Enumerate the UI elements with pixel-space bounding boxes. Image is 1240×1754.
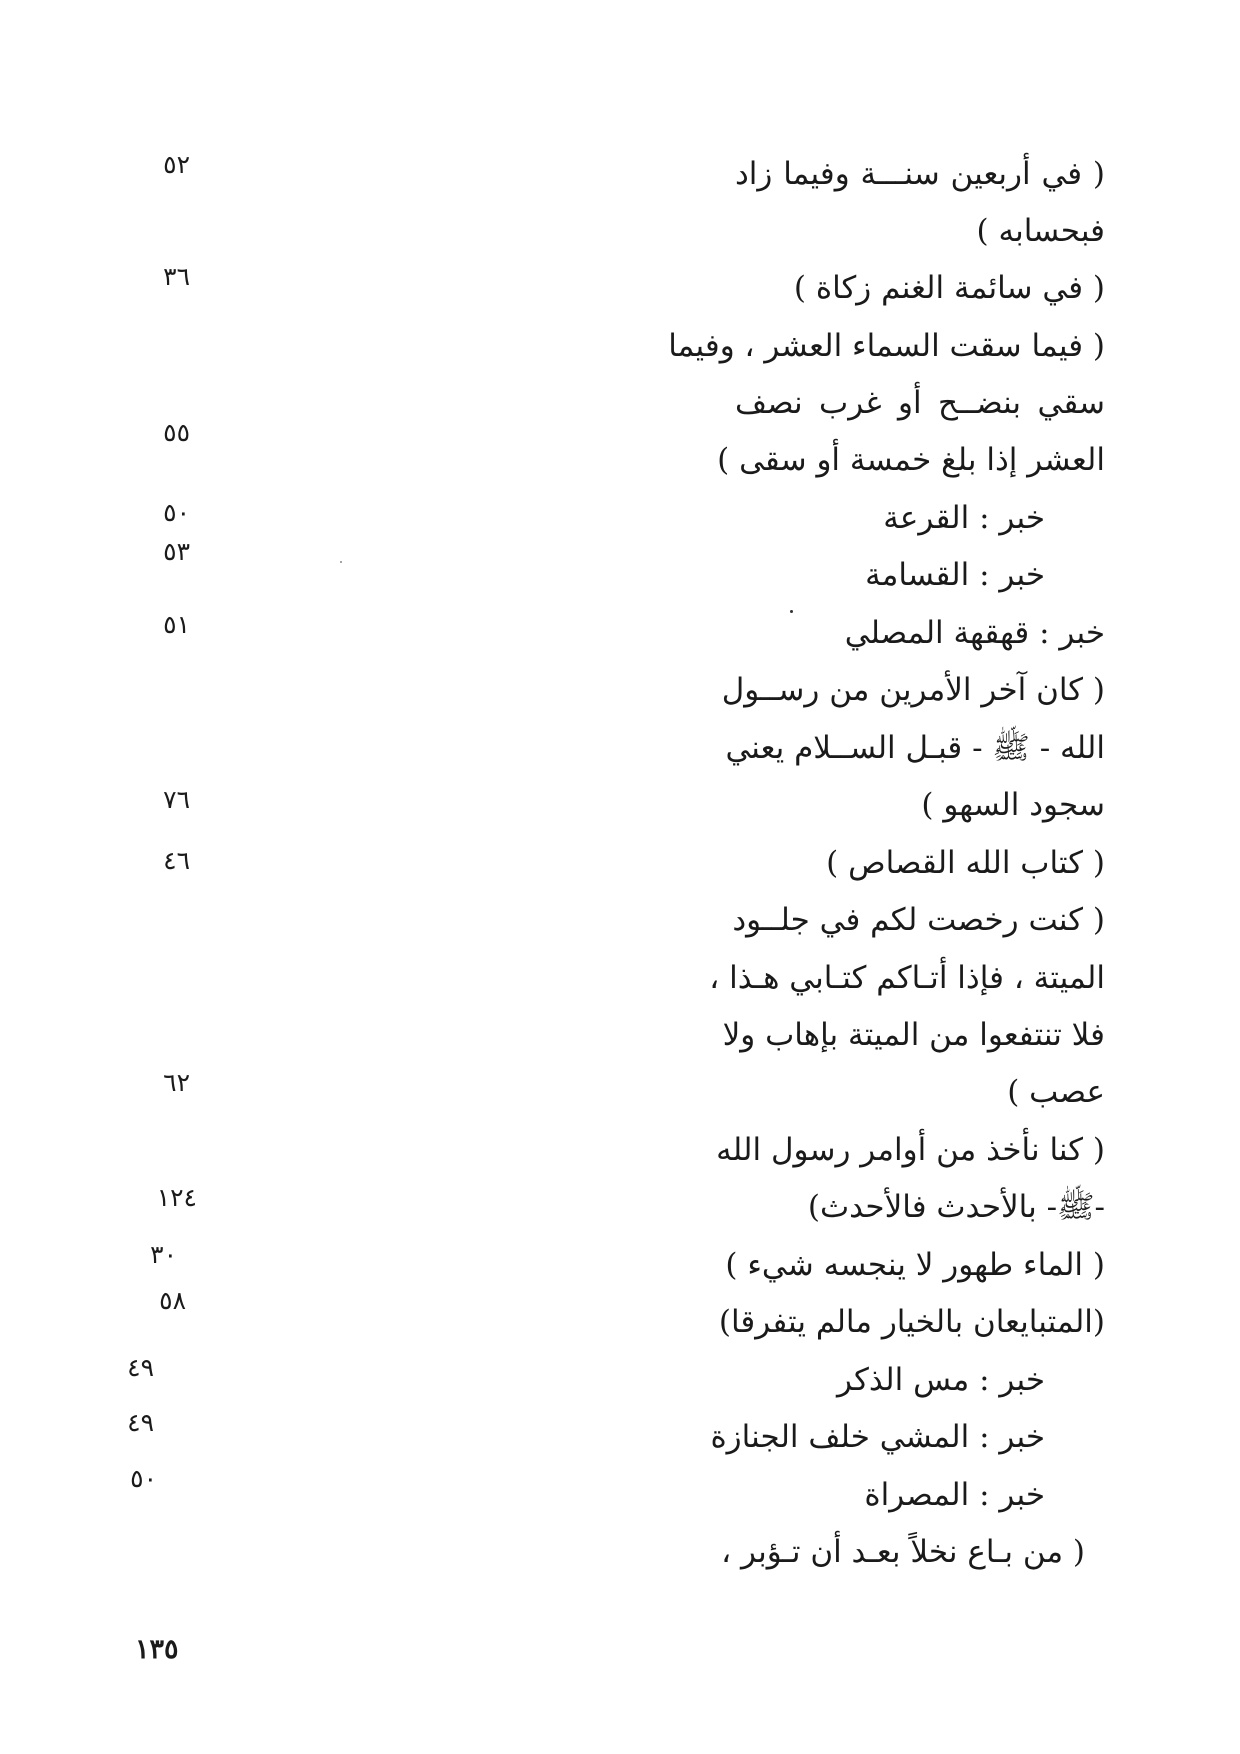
index-line: خبر : القرعة <box>883 500 1045 536</box>
index-line: سقي بنضــح أو غرب نصف <box>735 385 1105 421</box>
page-number: ١٣٥ <box>135 1634 179 1665</box>
index-line: ( كنا نأخذ من أوامر رسول الله <box>716 1132 1105 1168</box>
index-line: ( من بـاع نخلاً بعـد أن تـؤبر ، <box>721 1534 1085 1570</box>
index-line: ( الماء طهور لا ينجسه شيء ) <box>725 1247 1105 1283</box>
index-line: عصب ) <box>1007 1074 1105 1110</box>
index-line: ( في سائمة الغنم زكاة ) <box>793 270 1105 306</box>
page-reference: ٦٢ <box>163 1068 190 1097</box>
page-reference: ٥١ <box>163 610 190 639</box>
index-line: ( في أربعين سنـــة وفيما زاد <box>735 156 1105 192</box>
print-speck <box>790 610 793 613</box>
index-line: سجود السهو ) <box>921 787 1105 823</box>
index-line: خبر : مس الذكر <box>837 1362 1045 1398</box>
page-reference: ٥٠ <box>130 1464 157 1493</box>
page-reference: ٣٠ <box>150 1240 177 1269</box>
index-line: ( فيما سقت السماء العشر ، وفيما <box>668 328 1105 364</box>
index-line: خبر : المصراة <box>864 1477 1045 1513</box>
page-reference: ٥٠ <box>163 498 190 527</box>
index-line: فبحسابه ) <box>976 213 1105 249</box>
page-reference: ٧٦ <box>163 785 190 814</box>
page-reference: ٥٨ <box>159 1286 186 1315</box>
index-line: ( كان آخر الأمرين من رســول <box>721 672 1105 708</box>
index-line: خبر : القسامة <box>865 557 1045 593</box>
page-reference: ٤٩ <box>127 1408 154 1437</box>
print-speck <box>340 561 342 563</box>
page-reference: ٥٣ <box>163 537 190 566</box>
index-line: خبر : قهقهة المصلي <box>844 615 1105 651</box>
page-reference: ٥٥ <box>163 418 190 447</box>
index-line: الميتة ، فإذا أتـاكم كتـابي هـذا ، <box>709 960 1105 996</box>
page-reference: ٤٩ <box>127 1353 154 1382</box>
index-line: ( كنت رخصت لكم في جلــود <box>732 902 1105 938</box>
page-reference: ٤٦ <box>163 846 190 875</box>
index-line: العشر إذا بلغ خمسة أو سقى ) <box>717 442 1105 478</box>
index-line: خبر : المشي خلف الجنازة <box>710 1419 1045 1455</box>
index-line: فلا تنتفعوا من الميتة بإهاب ولا <box>722 1017 1105 1053</box>
index-line: الله - ﷺ - قبـل الســلام يعني <box>725 730 1105 766</box>
index-line: -ﷺ- بالأحدث فالأحدث) <box>807 1189 1105 1225</box>
page-reference: ٣٦ <box>163 262 190 291</box>
index-line: ( كتاب الله القصاص ) <box>826 845 1105 881</box>
page-reference: ١٢٤ <box>156 1183 197 1212</box>
index-line: (المتبايعان بالخيار مالم يتفرقا) <box>718 1304 1105 1340</box>
page-reference: ٥٢ <box>163 150 190 179</box>
